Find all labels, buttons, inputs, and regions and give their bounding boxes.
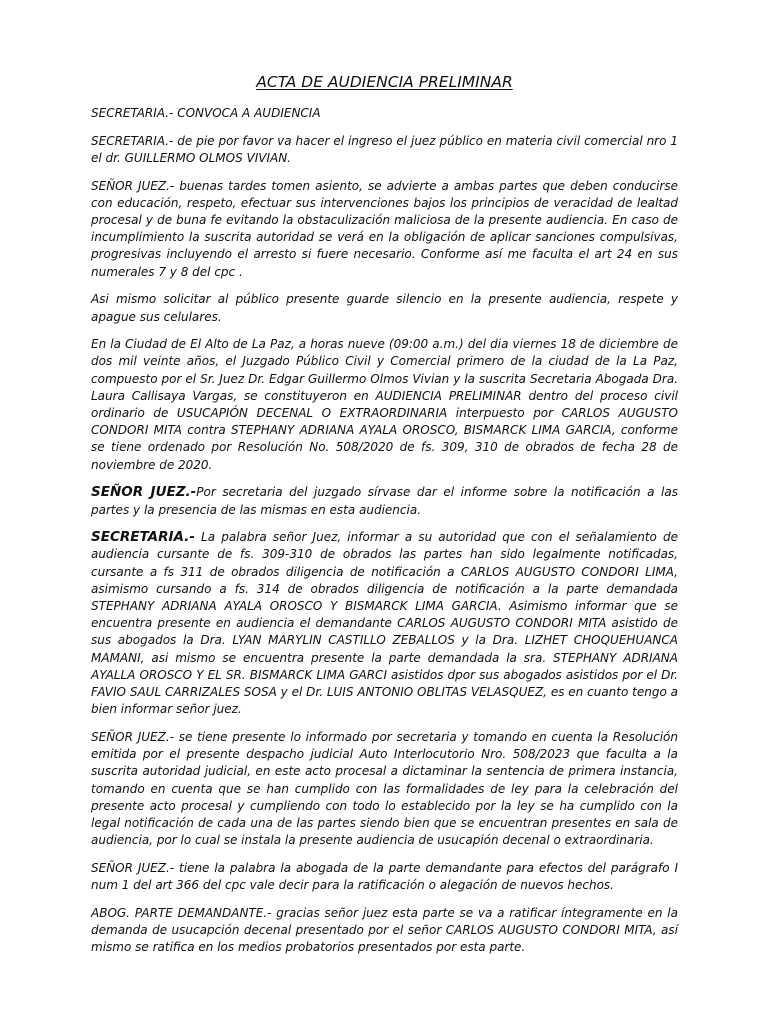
speaker-label: SEÑOR JUEZ.- (91, 484, 197, 501)
paragraph-silencio (91, 291, 678, 325)
paragraph-advertencia (91, 178, 678, 281)
paragraph-ratificacion (91, 905, 678, 957)
paragraph-convoca (91, 105, 678, 122)
paragraph-text: SEÑOR JUEZ.- buenas tardes tomen asiento, se advierte a ambas partes que deben conducirse con educación, respeto, efectuar sus intervenciones bajos los principios de veracidad de lealtad procesal y de buna fe evitando la obstaculización maliciosa de la presente audiencia. En caso de incumplimiento la suscrita autoridad se verá en la obligación de aplicar sanciones compulsivas, progresivas incluyendo el arresto si fuere necesario. Conforme así me faculta el art 24 en sus numerales 7 y 8 del cpc . (91, 178, 678, 279)
paragraph-text: SECRETARIA.- CONVOCA A AUDIENCIA (91, 106, 321, 120)
paragraph-text: ABOG. PARTE DEMANDANTE.- gracias señor juez esta parte se va a ratificar íntegramente en la demanda de usucapción decenal presentado por el señor CARLOS AUGUSTO CONDORI MITA, así mismo se ratifica en los medios probatorios presentados por esta parte. (91, 905, 678, 955)
paragraph-text: SEÑOR JUEZ.- se tiene presente lo informado por secretaria y tomando en cuenta la Resolución emitida por el presente despacho judicial Auto Interlocutorio Nro. 508/2023 que faculta a la suscrita autoridad judicial, en este acto procesal a dictaminar la sentencia de primera instancia, tomando en cuenta que se han cumplido con las formalidades de ley para la celebración del presente acto procesal y cumpliendo con todo lo establecido por la ley se ha cumplido con la legal notificación de cada una de las partes siendo bien que se encuentran presentes en sala de audiencia, por lo cual se instala la presente audiencia de usucapión decenal o extraordinaria. (91, 730, 678, 848)
speaker-label: SECRETARIA.- (91, 529, 195, 546)
paragraph-text: SECRETARIA.- de pie por favor va hacer el ingreso el juez público en materia civil comercial nro 1 el dr. GUILLERMO OLMOS VIVIAN. (91, 133, 678, 165)
document-title: ACTA DE AUDIENCIA PRELIMINAR (256, 73, 513, 91)
paragraph-text: Asi mismo solicitar al público presente guarde silencio en la presente audiencia, respete y apague sus celulares. (91, 292, 678, 324)
document-page (91, 72, 678, 967)
paragraph-text: Por secretaria del juzgado sírvase dar el informe sobre la notificación a las partes y la presencia de las mismas en esta audiencia. (91, 485, 678, 517)
paragraph-secretaria-informe (91, 529, 678, 718)
paragraph-text: SEÑOR JUEZ.- tiene la palabra la abogada de la parte demandante para efectos del parágrafo I num 1 del art 366 del cpc vale decir para la ratificación o alegación de nuevos hechos. (91, 860, 678, 893)
paragraph-constitucion (91, 336, 678, 474)
paragraph-text: La palabra señor Juez, informar a su autoridad que con el señalamiento de audiencia cursante de fs. 309-310 de obrados las partes han sido legalmente notificadas, cursante a fs 311 de obrados diligencia de notificación a CARLOS AUGUSTO CONDORI LIMA, asimismo cursando a fs. 314 de obrados diligencia de notificación a la parte demandada STEPHANY ADRIANA AYALA OROSCO Y BISMARCK LIMA GARCIA. Asimismo informar que se encuentra presente en audiencia el demandante CARLOS AUGUSTO CONDORI MITA asistido de sus abogados la Dra. LYAN MARYLIN CASTILLO ZEBALLOS y la Dra. LIZHET CHOQUEHUANCA MAMANI, asi mismo se encuentra presente la parte demandada la sra. STEPHANY ADRIANA AYALLA OROSCO Y EL SR. BISMARCK LIMA GARCI asistidos dpor sus abogados asistidos por el Dr. FAVIO SAUL CARRIZALES SOSA y el Dr. LUIS ANTONIO OBLITAS VELASQUEZ, es en cuanto tengo a bien informar señor juez. (91, 530, 678, 717)
paragraph-juez-informe (91, 484, 678, 518)
paragraph-instalacion (91, 729, 678, 849)
paragraph-text: En la Ciudad de El Alto de La Paz, a horas nueve (09:00 a.m.) del dia viernes 18 de diciembre de dos mil veinte años, el Juzgado Público Civil y Comercial primero de la ciudad de la La Paz, compuesto por el Sr. Juez Dr. Edgar Guillermo Olmos Vivian y la suscrita Secretaria Abogada Dra. Laura Callisaya Vargas, se constituyeron en AUDIENCIA PRELIMINAR dentro del proceso civil ordinario de USUCAPIÓN DECENAL O EXTRAORDINARIA interpuesto por CARLOS AUGUSTO CONDORI MITA contra STEPHANY ADRIANA AYALA OROSCO, BISMARCK LIMA GARCIA, conforme se tiene ordenado por Resolución No. 508/2020 de fs. 309, 310 de obrados de fecha 28 de noviembre de 2020. (91, 337, 678, 472)
paragraph-ingreso-juez (91, 133, 678, 167)
paragraph-palabra-demandante (91, 860, 678, 894)
